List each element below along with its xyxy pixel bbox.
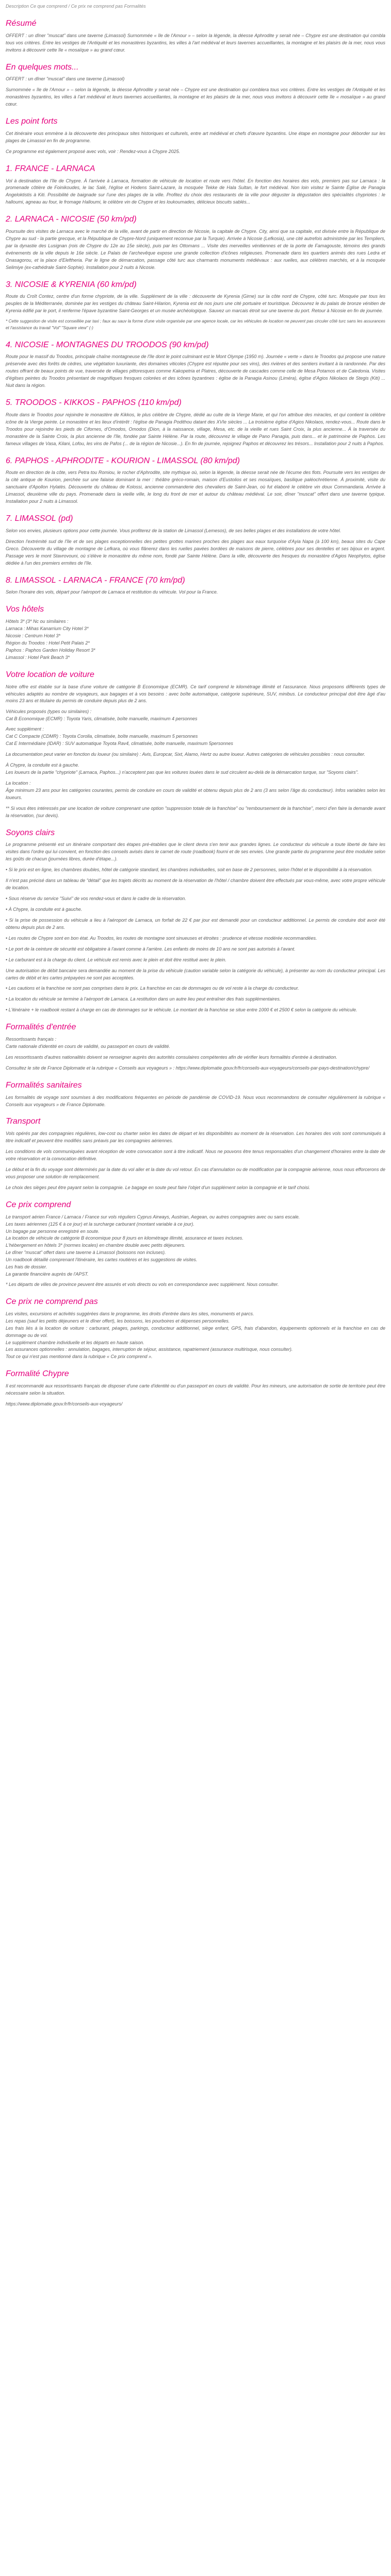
soyons-clairs-text: Une autorisation de débit bancaire sera demandée au moment de la prise du véhicule (caution variable selon la catégorie du véhicule), à présenter au nom du conducteur principal. Les cartes de débit et les cartes prépayées ne sont pas acceptées. [6,968,385,980]
hotels-section [6,604,385,661]
included-item: Le dîner "muscat" offert dans une taverne à Limassol (boissons non incluses). [6,1250,166,1256]
day-4 [6,340,385,389]
day-title: 1. FRANCE - LARNACA [6,164,95,173]
hotel-line: Limassol : Hotel Park Beach 3* [6,654,70,660]
day-8 [6,575,385,597]
day-text: Route en direction de la côte, vers Petra tou Romiou, le rocher d'Aphrodite, site mythique où, selon la légende, la déesse serait née de l'écume des flots. Poursuite vers les vestiges de la cité antique de Kourion, perchée sur une falaise dominant la mer : théâtre gréco-romain, maison d'Eustolios et ses mosaïques, basilique paléochrétienne. À proximité, visite du sanctuaire d'Apollon Hylatès. Découverte du château de Kolossi, ancienne commanderie des chevaliers de Saint-Jean, où fut élaboré le célèbre vin doux Commandaria. Arrivée à Limassol, deuxième ville du pays. Promenade dans la vieille ville, le long du front de mer et autour du château médiéval. Le soir, dîner "muscat" offert dans une taverne typique. Installation pour 2 nuits à Limassol. [6,470,385,504]
day-text: Route du Croît Contez, centre d'un forme chypriote, de la ville. Supplément de la ville : découverte de Kyrenia (Girne) sur la côte nord de Chypre, côté turc. Mosquée par tous les peuples de la Méditerranée, dominée par les vestiges du château Saint-Hilarion, Kyrenia est de nos jours une cité portuaire et touristique. Découvrez le du palais de bronze vénitien de Kyrenia édifié par le port, il renferme l'épave byzantine Saint-Georges et un musée archéologique. Sauvez un marcais étroit sur une taverne du port. Retour à Nicosie en fin de journée. [6,294,385,314]
hotel-line: Paphos : Paphos Garden Holiday Resort 3* [6,647,95,653]
day-1 [6,164,385,207]
formalite-chypre-heading: Formalité Chypre [6,1369,69,1379]
soyons-clairs-text: • Le port de la ceinture de sécurité est obligatoire à l'avant comme à l'arrière. Les enfants de moins de 10 ans ne sont pas autorisés à l'avant. [6,946,296,952]
formalites-entree-heading: Formalités d'entrée [6,1023,76,1032]
excluded-item: Tout ce qui n'est pas mentionné dans la rubrique « Ce prix comprend ». [6,1354,153,1360]
formalites-sanitaires-text: Les formalités de voyage sont soumises à des modifications fréquentes en période de pandémie de COVID-19. Nous vous recommandons de consulter régulièrement la rubrique « Conseils aux voyageurs » de France Diplomatie. [6,1094,385,1107]
soyons-clairs-text: Il n'est pas précisé dans un tableau de "détail" que les trajets décrits au moment de la réservation de l'hôtel / chambre doivent être effectués par vous-même, avec votre propre véhicule de location. [6,878,385,891]
location-section [6,670,385,820]
day-title: 7. LIMASSOL (pd) [6,514,73,523]
day-text: Selon l'horaire des vols, départ pour l'aéroport de Larnaca et restitution du véhicule. Vol pour la France. [6,589,218,595]
soyons-clairs-text: Le programme présenté est un itinéraire comportant des étapes pré-établies que le client devra s'en tenir aux grandes lignes. Le conducteur du véhicule a toute liberté de faire les visites dans l'ordre qui lui convient, en fonction des conseils avisés dans le carnet de route (roadbook) fourni et de ses envies. Une grande partie du programme peut être modulée selon les goûts de chacun (journées libres, durée d'étape...). [6,842,385,862]
location-text: Cat C Compacte (CDMR) : Toyota Corolla, climatisée, boîte manuelle, maximum 5 personnes [6,734,198,739]
location-text: Avec supplément : [6,726,44,732]
excluded-item: Les visites, excursions et activités suggérées dans le programme, les droits d'entrée dans les sites, monuments et parcs. [6,1311,254,1316]
excluded-item: Les frais liés à la location de voiture : carburant, péages, parkings, conducteur additionnel, siège enfant, GPS, frais d'abandon, équipements optionnels et la franchise en cas de dommage ou de vol. [6,1325,385,1338]
formalites-entree-section [6,1022,385,1072]
soyons-clairs-section [6,828,385,1014]
soyons-clairs-text: • Les cautions et la franchise ne sont pas comprises dans le prix. La franchise en cas de dommages ou de vol reste à la charge du conducteur. [6,986,299,991]
included-item: L'hébergement en hôtels 3* (normes locales) en chambre double avec petits déjeuners. [6,1243,186,1248]
day-title: 5. TROODOS - KIKKOS - PAPHOS (110 km/pd) [6,398,182,408]
points-forts-link[interactable]: Ce programme est également proposé avec vols, voir : Rendez-vous à Chypre 2025. [6,148,181,154]
included-item: Les frais de dossier. [6,1264,47,1270]
resume-heading: Résumé [6,19,37,28]
resume-text: OFFERT : un dîner "muscat" dans une taverne (Limassol) Surnommée « île de l'Amour » – selon la légende, la déesse Aphrodite y serait née – Chypre est une destination qui combla tous vos critères. Entre les vestiges de l'Antiquité et les monastères byzantins, les villes à l'art médiéval et leurs tavernes accueillantes, la montagne et les plaisirs de la mer, nous vous invitons à découvrir cette île « mosaïque » au grand cœur. [6,32,385,53]
hotels-heading: Vos hôtels [6,605,44,614]
formalites-text: Carte nationale d'identité en cours de validité, ou passeport en cours de validité. [6,1043,170,1049]
day-6 [6,456,385,505]
included-item: Un bagage par personne enregistré en soute. [6,1228,100,1234]
en-quelques-mots-heading: En quelques mots... [6,62,79,72]
formalites-link[interactable]: Consultez le site de France Diplomatie et la rubrique « Conseils aux voyageurs » : https://www.diplomatie.gouv.fr/fr/conseils-aux-voyageurs/conseils-par-pays-destination/chypre/ [6,1065,370,1071]
soyons-clairs-heading: Soyons clairs [6,828,55,837]
day-title: 4. NICOSIE - MONTAGNES DU TROODOS (90 km/pd) [6,340,209,349]
transport-text: Vols opérés par des compagnies régulières, low-cost ou charter selon les dates de départ et les disponibilités au moment de la réservation. Les horaires des vols sont communiqués à titre indicatif et peuvent être modifiés sans préavis par les compagnies aériennes. [6,1131,385,1144]
points-forts-text: Cet itinéraire vous emmène à la découverte des principaux sites historiques et culturels, entre art médiéval et chefs d'œuvre byzantins. Une étape en montagne pour déborder sur les plages de Limassol en fin de programme. [6,130,385,143]
day-title: 6. PAPHOS - APHRODITE - KOURION - LIMASSOL (80 km/pd) [6,456,240,465]
hotel-line: Région du Troodos : Hotel Petit Palais 2* [6,640,90,646]
resume-section [6,19,385,54]
formalites-sanitaires-section [6,1080,385,1109]
location-text: Cat E Intermédiaire (IDAR) : SUV automatique Toyota Rav4, climatisée, boîte manuelle, maximum 5personnes [6,741,233,747]
ce-prix-ne-comprend-pas-section [6,1297,385,1361]
transport-text: Les conditions de vols communiquées avant réception de votre convocation sont à titre indicatif. Nous ne pouvons être tenus responsables d'un changement d'horaires entre la date de votre réservation et la convocation définitive. [6,1149,385,1162]
included-item: Le transport aérien France / Larnaca / France sur vols réguliers Cyprus Airways, Austrian, Aegean, ou autres compagnies avec ou sans escale. [6,1214,300,1219]
ce-prix-comprend-section [6,1200,385,1289]
location-text: Véhicules proposés (types ou similaires) : [6,709,92,715]
location-heading: Votre location de voiture [6,670,94,679]
day-title: 8. LIMASSOL - LARNACA - FRANCE (70 km/pd) [6,575,185,585]
soyons-clairs-text: • Les routes de Chypre sont en bon état. Au Troodos, les routes de montagne sont sinueuses et étroites : prudence et vitesse modérée recommandées. [6,935,317,941]
en-quelques-mots-section [6,62,385,109]
en-quelques-mots-text: Surnommée « île de l'Amour » – selon la légende, la déesse Aphrodite y serait née – Chypre est une destination qui comblera tous vos critères. Entre les vestiges de l'Antiquité et les monastères byzantins, les villes à l'art médiéval et leurs tavernes accueillantes, la montagne et les plaisirs de la mer, nous vous invitons à découvrir cette île « mosaïque » au grand cœur. [6,87,385,107]
transport-heading: Transport [6,1117,41,1126]
day-note: * Cette suggestion de visite est conseillée par taxi ; faux au sauv la forme d'une visite organisée par une agence locale, car les véhicules de location ne peuvent pas circuler côté turc sans les assurances et l'assistance du travail "Vol" "Square view" (-) [6,319,385,330]
hotel-line: Larnaca : Mihas Kanarrium City Hotel 3* [6,626,89,632]
breadcrumb[interactable]: Description Ce que comprend / Ce prix ne comprend pas Formalités [6,4,146,9]
day-text: Route dans le Troodos pour rejoindre le monastère de Kikkos, le plus célèbre de Chypre, dédié au culte de la Vierge Marie, et qui l'on attribue des miracles, et qui contient la célèbre icône de la Vierge peinte. Le monastère et les lieux d'intérêt : l'église de Panagia Podithou datant des XVIe siècles ... La troisième église d'Agios Nikolaos, rendez-vous... Route dans le Troodos pour rejoindre les pieds de Cifornes, d'Omodos, Omodos (Dion, à la naissance, village, Mesa, etc. de la vieille et rues Saint Croix, la plus ancienne... À la traversée du monastère de la Sainte Croix, la plus ancienne de l'île, fondée par Sainte Hélène. Par la route, découvrez le village de Pano Panagia, puis dans... et le patrimoine de Paphos. Les fameux villages de Vasa, Kilani, Lofou, les vins de Pafos (... de la région de Nicosie...). En fin de journée, rejoignez Paphos et découvrez les trésors... Installation pour 2 nuits à Paphos. [6,412,385,446]
day-7 [6,514,385,567]
ce-prix-comprend-heading: Ce prix comprend [6,1200,71,1209]
soyons-clairs-text: • Le carburant est à la charge du client. Le véhicule est remis avec le plein et doit être restitué avec le plein. [6,957,226,962]
day-5 [6,398,385,447]
location-text: Notre offre est établie sur la base d'une voiture de catégorie B Economique (ECMR). Ce tarif comprend le kilométrage illimité et l'assurance. Nous proposons différents types de véhicules adaptés au nombre de voyageurs, aux bagages et à vos besoins : avec boîte automatique, catégorie supérieure, SUV, minibus. Le conducteur principal doit être âgé d'au moins 23 ans et titulaire du permis de conduire depuis plus de 2 ans. [6,684,385,704]
itinerary [6,164,385,597]
location-text: ** Si vous êtes intéressés par une location de voiture comprenant une option "suppression totale de la franchise" ou "remboursement de la franchise", merci d'en faire la demande avant la réservation, (sur devis). [6,805,385,818]
soyons-clairs-text: • Sous réserve du service "Suivi" de vos rendez-vous et dans le cadre de la réservation. [6,896,186,901]
formalites-text: Les ressortissants d'autres nationalités doivent se renseigner auprès des autorités consulaires compétentes afin de vérifier leurs formalités d'entrée à destination. [6,1054,337,1060]
transport-text: Le choix des sièges peut être payant selon la compagnie. Le bagage en soute peut faire l'objet d'un supplément selon la compagnie et le tarif choisi. [6,1184,311,1190]
excluded-item: Les assurances optionnelles : annulation, bagages, interruption de séjour, assistance, rapatriement (assurance multirisque, nous consulter). [6,1347,293,1352]
soyons-clairs-text: • À Chypre, la conduite est à gauche. [6,906,83,912]
transport-section [6,1116,385,1191]
hotel-line: Nicosie : Centrum Hotel 3* [6,633,61,639]
included-note: * Les départs de villes de province peuvent être assurés et vols directs ou vols en correspondance avec supplément. Nous consulter. [6,1282,279,1287]
formalite-chypre-text: Il est recommandé aux ressortissants français de disposer d'une carte d'identité ou d'un passeport en cours de validité. Pour les mineurs, une autorisation de sortie de territoire peut être nécessaire selon la situation. [6,1383,385,1396]
formalites-sanitaires-heading: Formalités sanitaires [6,1080,82,1090]
day-title: 3. NICOSIE & KYRENIA (60 km/pd) [6,280,137,289]
day-text: Vol à destination de l'île de Chypre. À l'arrivée à Larnaca, formation de véhicule de location et route vers l'hôtel. En fonction des horaires des vols, premiers pas sur Larnaca : la promenade côtière de Foinikoudes, le lac Salé, l'église et Hodens Saint-Lazare, la mosquée Tekke de Hala Sultan, le fort médiéval. Non loin visitez le Sainte Église de Panagia Angeloktistis à Kiti. Possibilité de baignade sur l'une des plages de la ville. Profitez du choix des restaurants de la ville pour déguster la dégustation des spécialités chypriotes : le halloumi, agneau au four, le fromage Halloumi, le célèbre vin de Chypre et les loukoumades, délicieux biscuits sablés... [6,178,385,205]
included-item: Les taxes aériennes (125 € à ce jour) et la surcharge carburant (montant variable à ce jour). [6,1221,194,1227]
soyons-clairs-text: • L'itinéraire + le roadbook restant à charge en cas de dommages sur le véhicule. Le montant de la franchise se situe entre 1000 € et 2500 € selon la catégorie du véhicule. [6,1007,357,1013]
location-text: La location : [6,780,31,786]
hotels-intro: Hôtels 3* (3* Nc ou similaires : [6,619,69,624]
soyons-clairs-text: • Si la prise de possession du véhicule a lieu à l'aéroport de Larnaca, un forfait de 22 € par jour est demandé pour un conducteur additionnel. Le permis de conduire doit avoir été obtenu depuis plus de 2 ans. [6,917,385,930]
soyons-clairs-text: • Si le prix est en ligne, les chambres doubles, hôtel de catégorie standard, les chambres individuelles, soit en base de 2 personnes, selon l'hôtel et le disponibilité à la réservation. [6,867,373,873]
ce-prix-ne-comprend-pas-heading: Ce prix ne comprend pas [6,1297,98,1306]
location-text: La documentation peut varier en fonction du loueur (ou similaire) : Avis, Europcar, Sixt, Alamo, Hertz ou autre loueur. Autres catégories de véhicules possibles : nous consulter. [6,752,366,757]
location-text: Âge minimum 23 ans pour les catégories courantes, permis de conduire en cours de validité et obtenu depuis plus de 2 ans (3 ans selon l'âge du conducteur). Infos variables selon les loueurs. [6,787,385,800]
points-forts-heading: Les point forts [6,117,58,126]
formalite-chypre-section [6,1369,385,1408]
formalite-chypre-link[interactable]: https://www.diplomatie.gouv.fr/fr/conseils-aux-voyageurs/ [6,1401,123,1407]
day-text: Route pour le massif du Troodos, principale chaîne montagneuse de l'île dont le point culminant est le Mont Olympe (1950 m). Journée « verte » dans le Troodos qui propose une nature préservée avec des forêts de cèdres, une végétation luxuriante, des domaines viticoles (Chypre est réputée pour ses vins), des rivières et des sentiers invitant à la randonnée. Par des routes offrant de beaux points de vue, traversée de villages pittoresques comme Kakopetria et Platres, découverte de cascades comme celle de Mesa Potamos et de Caledonia. Visites d'églises peintes du Troodos présentant de magnifiques fresques colorées et des icônes byzantines : église de la Panagia Asinou (Liméra), église d'Agios Nikolaos de Stegis (Kiti) ... Nuit dans la région. [6,354,385,388]
transport-text: Le début et la fin du voyage sont déterminés par la date du vol aller et la date du vol retour. En cas d'annulation ou de modification par la compagnie aérienne, nous nous efforcerons de vous proposer une solution de remplacement. [6,1167,385,1179]
included-item: Un roadbook détaillé comprenant l'itinéraire, les cartes routières et les suggestions de visites. [6,1257,198,1263]
day-text: Selon vos envies, plusieurs options pour cette journée. Vous profiterez de la station de Limassol (Lemesos), de ses belles plages et des installations de votre hôtel. [6,528,341,533]
formalites-text: Ressortissants français : [6,1037,57,1042]
day-note: Direction l'extrémité sud de l'île et de ses plages exceptionnelles des petites grottes marines proches des plages aux eaux turquoise d'Ayia Napa (à 100 km), beaux sites du Cape Greco. Découverte du village de montagne de Lefkara, où vous flânerez dans les ruelles pavées bordées de maisons de pierre, célèbres pour ses dentelles et ses bijoux en argent. Passage vers le mont Stavrovouni, où s'élève le monastère du même nom, fondé par Sainte Hélène. Dans la ville, découverte des fresques du monastère d'Agios Neophytos, église dédiée à l'un des premiers ermites de l'île. [6,538,385,566]
excluded-item: Les repas (sauf les petits déjeuners et le dîner offert), les boissons, les pourboires et dépenses personnelles. [6,1318,230,1324]
day-text: Poursuite des visites de Larnaca avec le marché de la ville, avant de partir en direction de Nicosie, la capitale de Chypre. City, ainsi que sa capitale, est divisée entre la République de Chypre au sud - la partie grecque, et la République de Chypre-Nord (uniquement reconnue par la Turquie). Arrivée à Nicosie (Lefkosia), une cité autrefois administrée par les Templiers, par la dynastie des Lusignan (rois de Chypre du 12e au 15e siècle), puis par les Ottomans ... Visite des merveilles vénitiennes et de la porte de Famagouste, témoins des grands événements de la ville depuis le 16e siècle. Le Palais de l'archevêque expose une grande collection d'icônes religieuses. Promenade dans les quartiers animés des rues Ledra et Onasagorou, et la place d'Eleftheria. Par le ligne de démarcation, passage côté turc aux charmants monuments médiévaux : aux ruelles, aux célébres marchés, et à la mosquée Selimiye (ex-cathédrale Saint-Sophie). Installation pour 2 nuits à Nicosie. [6,229,385,270]
location-text: À Chypre, la conduite est à gauche. [6,762,79,768]
day-3 [6,280,385,332]
points-forts-section [6,116,385,156]
day-title: 2. LARNACA - NICOSIE (50 km/pd) [6,215,137,224]
soyons-clairs-text: • La location du véhicule se termine à l'aéroport de Larnaca. La restitution dans un autre lieu peut entraîner des frais supplémentaires. [6,996,281,1002]
included-item: La location de véhicule de catégorie B économique pour 8 jours en kilométrage illimité, assurance et taxes incluses. [6,1235,243,1241]
location-text: Cat B Economique (ECMR) : Toyota Yaris, climatisée, boîte manuelle, maximum 4 personnes [6,716,198,722]
en-quelques-mots-offer: OFFERT : un dîner "muscat" dans une taverne (Limassol) [6,76,125,82]
day-2 [6,214,385,271]
excluded-item: Le supplément chambre individuelle et les départs en haute saison. [6,1340,144,1345]
included-item: La garantie financière auprès de l'APST. [6,1272,89,1277]
location-text: Les loueurs de la partie "chypriote" (Larnaca, Paphos...) n'acceptent pas que les voitures louées dans le sud circulent au-delà de la démarcation turque, sur "Soyons clairs". [6,769,359,775]
